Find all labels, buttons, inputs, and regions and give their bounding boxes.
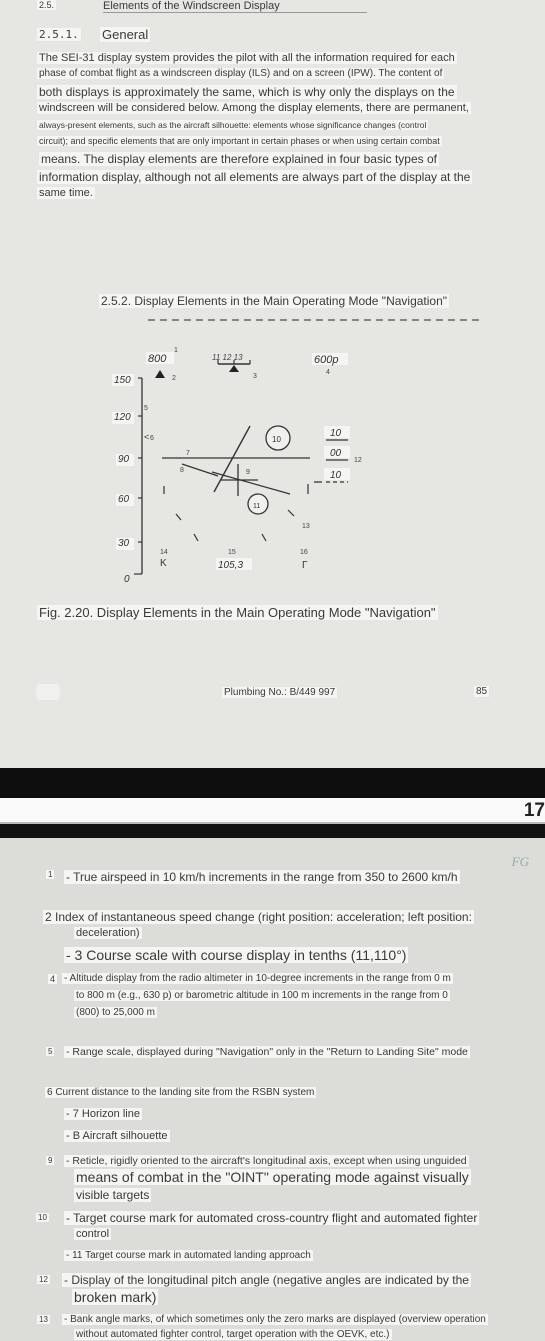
legend-item: broken mark)	[74, 1289, 157, 1305]
section-number: 2.5.	[39, 0, 55, 10]
distance-marker: <	[144, 432, 150, 442]
document-page-2	[0, 838, 545, 1341]
callout-3: 3	[253, 373, 257, 380]
figure-caption: Fig. 2.20. Display Elements in the Main Operating Mode "Navigation"	[39, 605, 436, 620]
legend-item: (800) to 25,000 m	[76, 1007, 155, 1018]
bottom-right-letter: Г	[302, 560, 308, 571]
item-marker: 13	[39, 1315, 48, 1324]
paragraph-line: circuit); and specific elements that are only important in certain phases or when using certain combat	[39, 136, 440, 146]
range-label: 0	[124, 574, 130, 585]
callout-6: 6	[150, 435, 154, 442]
target-course-mark	[214, 426, 250, 492]
bank-mark	[176, 514, 181, 520]
legend-item: visible targets	[76, 1188, 150, 1202]
pitch-label: 00	[330, 448, 342, 459]
legend-item: means of combat in the "OINT" operating mode against visually	[76, 1169, 469, 1185]
callout-5: 5	[144, 405, 148, 412]
page-strip	[0, 798, 545, 824]
bank-mark	[194, 534, 198, 541]
item-marker: 5	[48, 1047, 53, 1056]
legend-item: - 11 Target course mark in automated landing approach	[66, 1250, 311, 1261]
course-pointer	[229, 365, 239, 372]
course-ticks: 11 12 13	[212, 353, 243, 362]
callout-10: 10	[272, 435, 281, 444]
figure-heading: 2.5.2. Display Elements in the Main Operating Mode "Navigation"	[101, 294, 448, 308]
callout-4: 4	[326, 369, 330, 376]
pitch-label: 10	[330, 428, 342, 439]
legend-item: - 3 Course scale with course display in tenths (11,110°)	[66, 947, 407, 963]
paragraph-line: The SEI-31 display system provides the pilot with all the information required for each	[39, 52, 455, 64]
handwritten-stamp: FG	[511, 854, 529, 869]
legend-item: - Display of the longitudinal pitch angle (negative angles are indicated by the	[64, 1273, 469, 1287]
legend-item: - 7 Horizon line	[66, 1108, 140, 1120]
subsection-title: General	[102, 27, 149, 42]
subsection-number: 2.5.1.	[39, 28, 79, 41]
legend-item: without automated fighter control, target operation with the OEVK, etc.)	[76, 1329, 390, 1340]
legend-item: - B Aircraft silhouette	[66, 1130, 168, 1142]
item-marker: 1	[48, 870, 53, 879]
legend-item: - Target course mark for automated cross-country flight and automated fighter	[66, 1211, 478, 1225]
bank-mark	[288, 510, 294, 516]
page-gap	[0, 824, 545, 838]
strip-page-number: 17	[523, 800, 545, 821]
paragraph-line: windscreen will be considered below. Among the display elements, there are permanent,	[39, 102, 469, 114]
bank-mark	[262, 534, 266, 541]
callout-2: 2	[172, 375, 176, 382]
range-label: 150	[114, 375, 131, 386]
paragraph-line: same time.	[39, 187, 93, 199]
legend-item: - Range scale, displayed during "Navigation" only in the "Return to Landing Site" mode	[66, 1046, 468, 1058]
bottom-mid-value: 105,3	[218, 560, 244, 571]
legend-item: - Reticle, rigidly oriented to the aircraft's longitudinal axis, except when using unguided	[66, 1155, 467, 1167]
legend-item: - Bank angle marks, of which sometimes only the zero marks are displayed (overview operation	[64, 1314, 486, 1325]
legend-item: to 800 m (e.g., 630 p) or barometric altitude in 100 m increments in the range from 0	[76, 990, 448, 1001]
item-marker: 12	[39, 1275, 48, 1284]
callout-9: 9	[246, 469, 250, 476]
section-title: Elements of the Windscreen Display	[103, 0, 367, 13]
callout-1: 1	[174, 347, 178, 354]
bottom-mid-number: 15	[228, 549, 236, 556]
paragraph-line: information display, although not all elements are always part of the display at the	[39, 170, 471, 184]
range-label: 90	[118, 454, 130, 465]
bottom-right-number: 16	[300, 549, 308, 556]
callout-8: 8	[180, 467, 184, 474]
paragraph-line: phase of combat flight as a windscreen display (ILS) and on a screen (IPW). The content of	[39, 68, 443, 79]
bottom-left-number: 14	[160, 549, 168, 556]
range-label: 30	[118, 538, 130, 549]
page-number: 85	[476, 686, 488, 697]
bottom-left-letter: K	[160, 558, 167, 569]
range-label: 120	[114, 412, 131, 423]
item-marker: 10	[38, 1213, 47, 1222]
legend-item: - Altitude display from the radio altimeter in 10-degree increments in the range from 0 m	[64, 973, 451, 984]
callout-12: 12	[354, 457, 362, 464]
legend-item: - True airspeed in 10 km/h increments in the range from 350 to 2600 km/h	[66, 870, 458, 884]
paragraph-line: both displays is approximately the same, which is why only the displays on the	[39, 85, 455, 99]
speed-value: 800	[148, 353, 167, 365]
legend-item: 2 Index of instantaneous speed change (right position: acceleration; left position:	[45, 910, 472, 924]
item-marker: 9	[48, 1156, 53, 1165]
paragraph-line: means. The display elements are therefore explained in four basic types of	[41, 152, 437, 166]
legend-item: deceleration)	[76, 927, 140, 939]
legend-item: 6 Current distance to the landing site from the RSBN system	[47, 1087, 315, 1098]
legend-item: control	[76, 1228, 110, 1240]
speed-change-index	[155, 370, 165, 378]
item-marker: 4	[50, 974, 56, 984]
callout-7: 7	[186, 450, 190, 457]
altitude-value: 600p	[314, 354, 339, 366]
aircraft-silhouette	[182, 464, 218, 476]
hud-figure	[100, 316, 490, 586]
pitch-label: 10	[330, 470, 342, 481]
scan-smudge	[36, 684, 60, 700]
callout-11: 11	[253, 503, 261, 510]
callout-13: 13	[302, 523, 310, 530]
range-label: 60	[118, 494, 130, 505]
page-gap	[0, 768, 545, 798]
plumbing-number: Plumbing No.: B/449 997	[224, 687, 336, 698]
paragraph-line: always-present elements, such as the aircraft silhouette: elements whose significance changes (control	[39, 120, 427, 130]
